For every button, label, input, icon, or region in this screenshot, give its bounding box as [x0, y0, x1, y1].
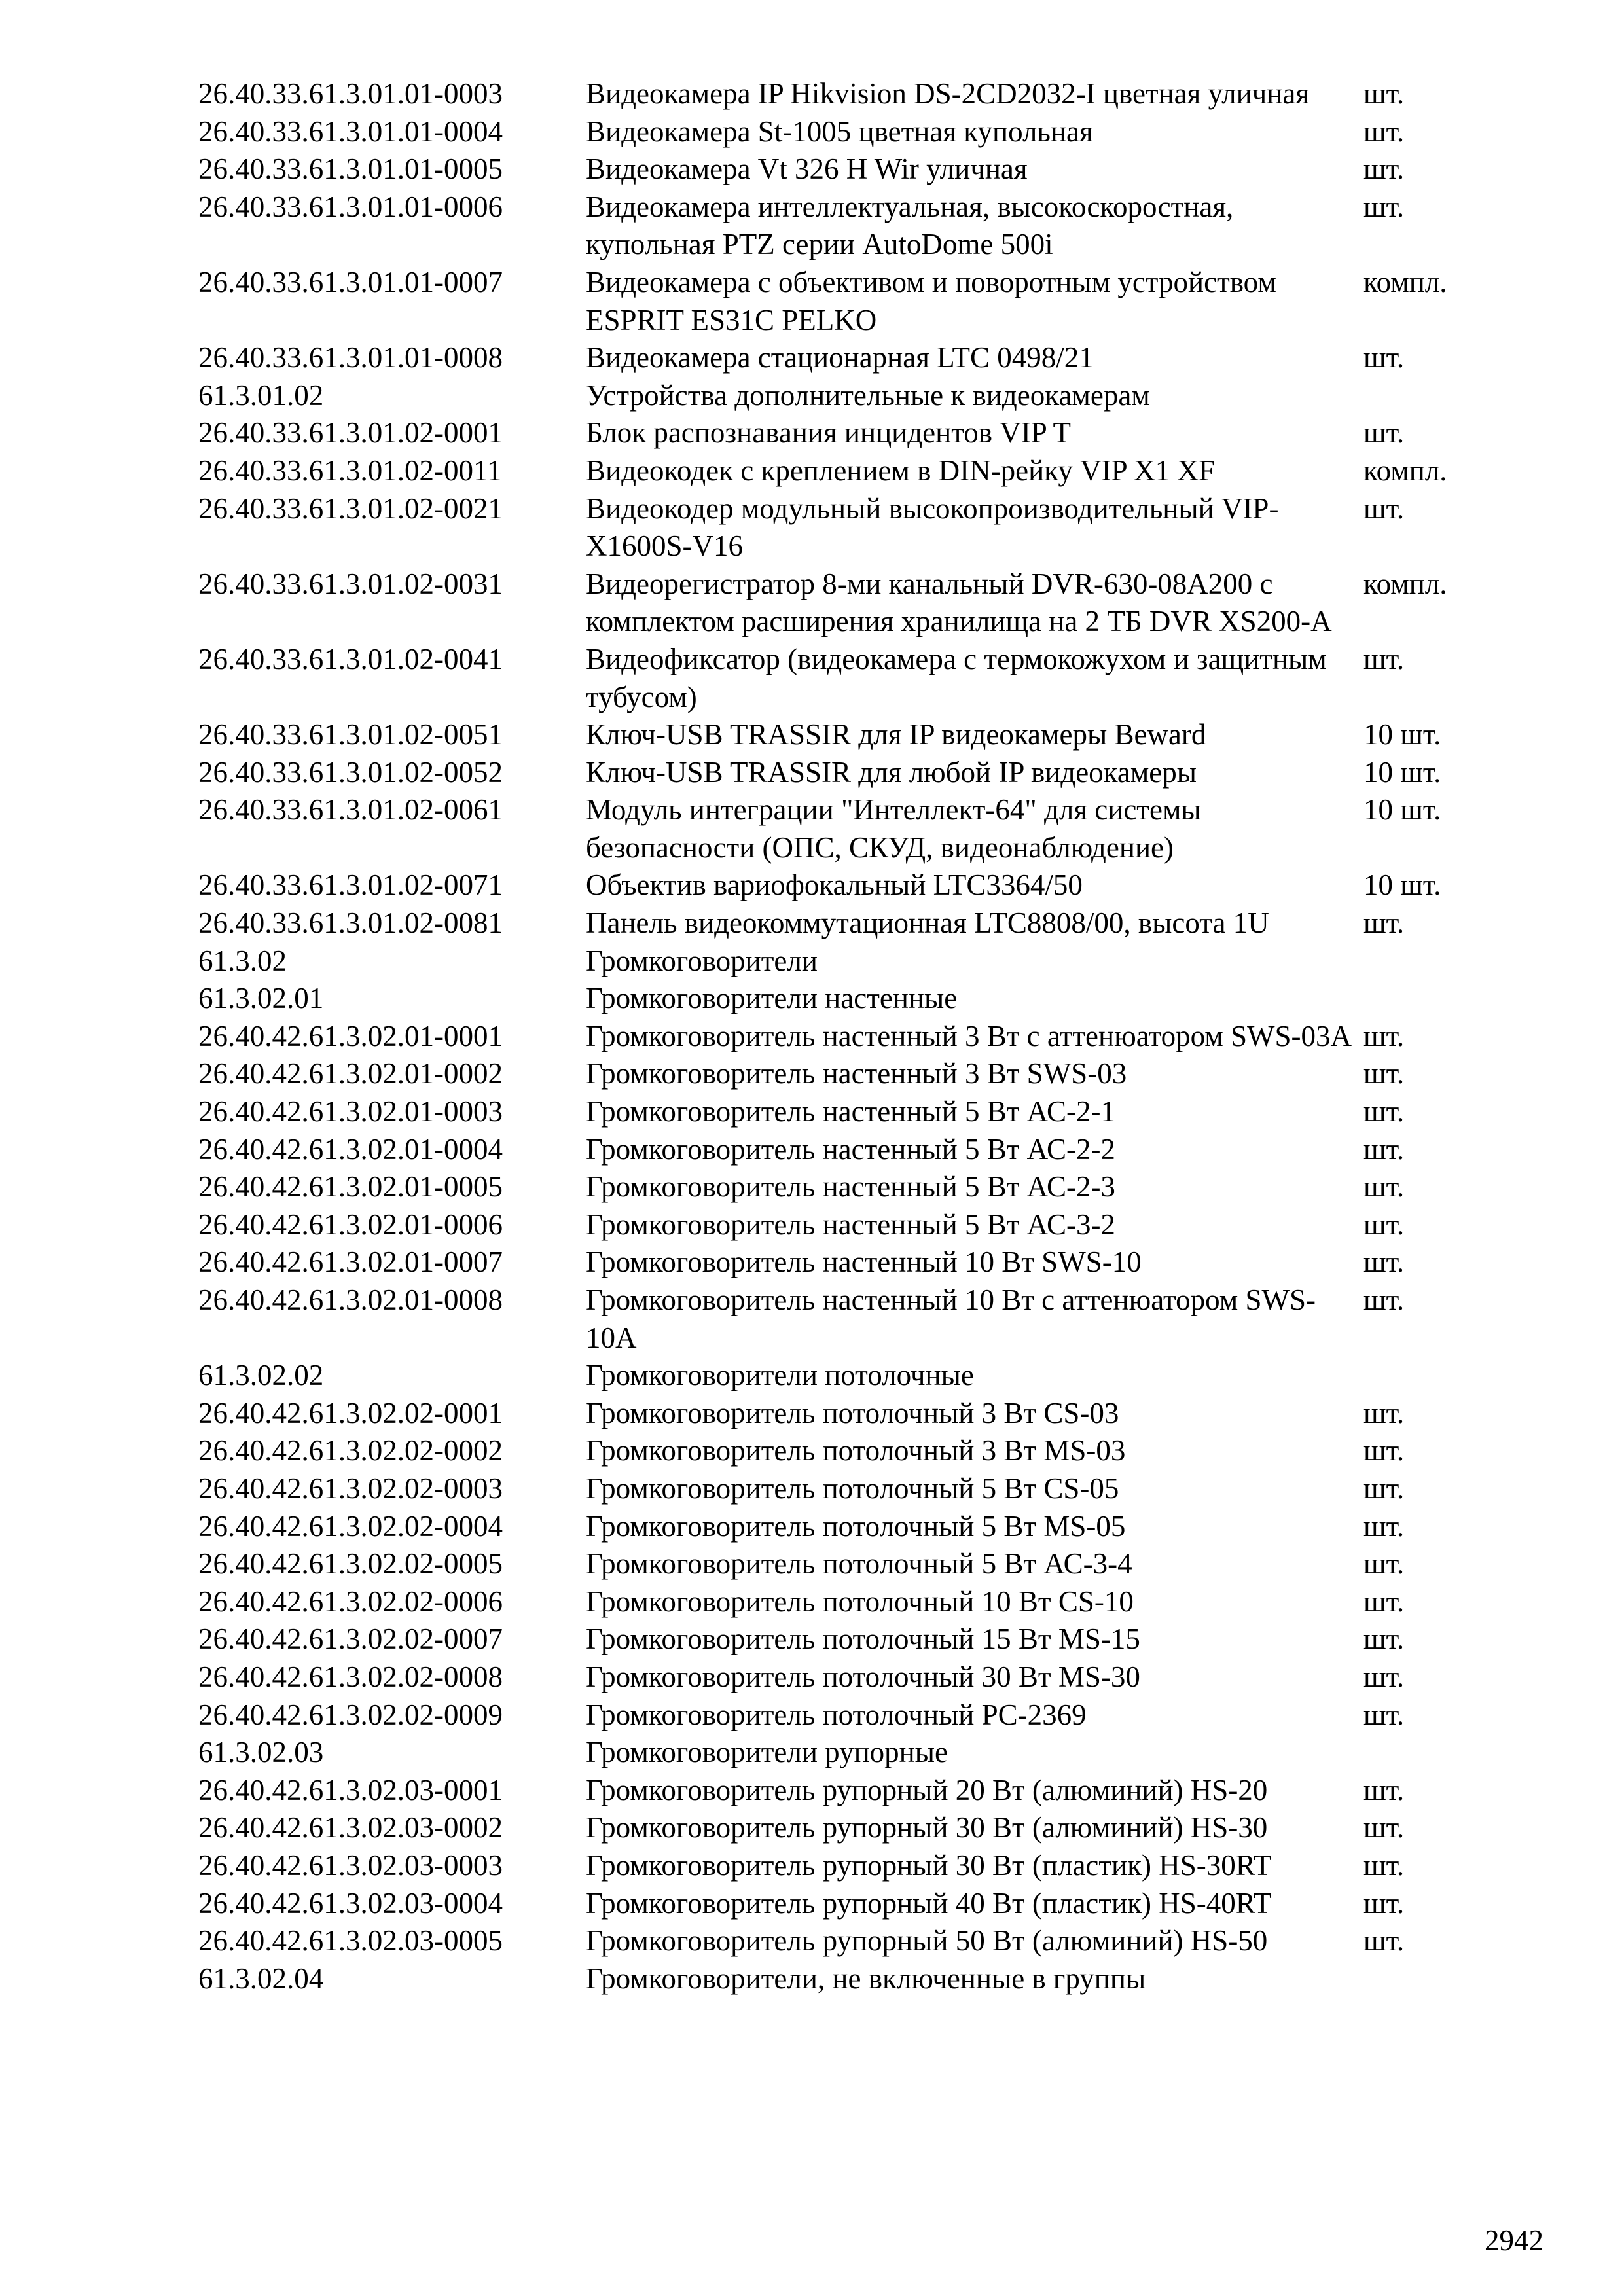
catalog-row: [198, 414, 1507, 452]
catalog-row: [198, 905, 1507, 942]
catalog-row: [198, 1696, 1507, 1734]
row-code: 26.40.42.61.3.02.02-0004: [198, 1509, 503, 1543]
catalog-row: [198, 1583, 1507, 1621]
page-number: 2942: [1485, 2224, 1543, 2257]
row-code: 26.40.33.61.3.01.01-0005: [198, 152, 503, 186]
row-unit: шт.: [1363, 1019, 1405, 1052]
row-code: 26.40.42.61.3.02.02-0009: [198, 1698, 503, 1731]
row-name: Видеокамера IP Hikvision DS-2CD2032-I цветная уличная: [586, 77, 1310, 110]
row-code: 26.40.42.61.3.02.01-0005: [198, 1170, 503, 1204]
row-code: 61.3.02.04: [198, 1962, 324, 1995]
catalog-row: [198, 1206, 1507, 1244]
row-code: 61.3.01.02: [198, 378, 324, 412]
catalog-list: [198, 75, 1507, 1998]
catalog-row: [198, 1131, 1507, 1169]
row-name: Видеокамера интеллектуальная, высокоскоростная, купольная PTZ серии AutoDome 500i: [586, 190, 1234, 261]
row-code: 26.40.42.61.3.02.02-0002: [198, 1434, 503, 1467]
row-name: Громкоговоритель настенный 5 Вт АС-2-1: [586, 1095, 1115, 1128]
row-unit: шт.: [1363, 190, 1405, 223]
row-code: 26.40.33.61.3.01.02-0011: [198, 454, 502, 487]
row-name: Громкоговоритель настенный 10 Вт с аттенюатором SWS-10A: [586, 1283, 1316, 1354]
row-name: Громкоговоритель потолочный 5 Вт MS-05: [586, 1509, 1126, 1543]
row-code: 26.40.33.61.3.01.02-0051: [198, 718, 503, 751]
row-name: Видеокамера St-1005 цветная купольная: [586, 115, 1093, 148]
row-name: Панель видеокоммутационная LTC8808/00, высота 1U: [586, 906, 1269, 940]
catalog-row: [198, 490, 1507, 565]
row-unit: шт.: [1363, 1283, 1405, 1316]
row-code: 26.40.33.61.3.01.02-0031: [198, 567, 503, 600]
row-name: Ключ-USB TRASSIR для любой IP видеокамеры: [586, 755, 1197, 789]
row-unit: шт.: [1363, 115, 1405, 148]
row-unit: шт.: [1363, 1132, 1405, 1166]
row-unit: шт.: [1363, 1848, 1405, 1882]
row-name: Ключ-USB TRASSIR для IP видеокамеры Beward: [586, 718, 1206, 751]
row-unit: шт.: [1363, 1698, 1405, 1731]
row-code: 26.40.42.61.3.02.03-0004: [198, 1886, 503, 1920]
row-code: 26.40.42.61.3.02.02-0001: [198, 1396, 503, 1429]
row-unit: шт.: [1363, 906, 1405, 940]
catalog-row: [198, 641, 1507, 716]
catalog-row: [198, 1018, 1507, 1056]
catalog-row: [198, 1432, 1507, 1470]
row-name: Громкоговоритель рупорный 30 Вт (алюминий) HS-30: [586, 1811, 1268, 1844]
row-name: Громкоговоритель потолочный 30 Вт MS-30: [586, 1660, 1140, 1693]
row-name: Громкоговоритель настенный 3 Вт SWS-03: [586, 1057, 1127, 1090]
row-unit: шт.: [1363, 1811, 1405, 1844]
row-name: Блок распознавания инцидентов VIP T: [586, 416, 1072, 450]
catalog-row: [198, 151, 1507, 188]
row-code: 26.40.42.61.3.02.01-0002: [198, 1057, 503, 1090]
catalog-row: [198, 754, 1507, 792]
row-name: Видеокамера с объективом и поворотным устройством ESPRIT ES31C PELKO: [586, 265, 1276, 336]
row-unit: шт.: [1363, 1471, 1405, 1505]
catalog-row: [198, 1659, 1507, 1696]
row-code: 26.40.42.61.3.02.01-0008: [198, 1283, 503, 1316]
row-name: Видеокамера Vt 326 H Wir уличная: [586, 152, 1028, 186]
row-name: Громкоговоритель настенный 5 Вт АС-3-2: [586, 1208, 1115, 1241]
row-name: Видеокодер модульный высокопроизводительный VIP-X1600S-V16: [586, 492, 1279, 563]
row-code: 26.40.42.61.3.02.03-0002: [198, 1811, 503, 1844]
row-name: Громкоговоритель настенный 5 Вт АС-2-2: [586, 1132, 1115, 1166]
row-name: Громкоговоритель рупорный 30 Вт (пластик) HS-30RT: [586, 1848, 1272, 1882]
row-name: Устройства дополнительные к видеокамерам: [586, 378, 1150, 412]
row-unit: шт.: [1363, 1434, 1405, 1467]
row-name: Громкоговоритель потолочный 5 Вт АС-3-4: [586, 1547, 1132, 1581]
row-name: Громкоговоритель потолочный 15 Вт MS-15: [586, 1623, 1140, 1656]
row-name: Громкоговоритель настенный 3 Вт с аттенюатором SWS-03A: [586, 1019, 1352, 1052]
row-unit: шт.: [1363, 1095, 1405, 1128]
catalog-row: [198, 1244, 1507, 1282]
row-name: Видеокодек с креплением в DIN-рейку VIP X1 XF: [586, 454, 1216, 487]
catalog-row: [198, 75, 1507, 113]
row-unit: 10 шт.: [1363, 755, 1441, 789]
row-code: 26.40.42.61.3.02.02-0006: [198, 1585, 503, 1618]
catalog-row: [198, 791, 1507, 867]
catalog-row: [198, 1470, 1507, 1508]
catalog-row: [198, 1282, 1507, 1357]
row-code: 61.3.02: [198, 944, 287, 977]
row-code: 26.40.33.61.3.01.01-0008: [198, 341, 503, 374]
row-name: Громкоговорители рупорные: [586, 1736, 948, 1769]
catalog-row: [198, 1168, 1507, 1206]
row-code: 61.3.02.03: [198, 1736, 324, 1769]
row-code: 26.40.42.61.3.02.01-0006: [198, 1208, 503, 1241]
row-name: Громкоговоритель рупорный 20 Вт (алюминий) HS-20: [586, 1773, 1268, 1806]
row-unit: шт.: [1363, 416, 1405, 450]
row-name: Видеокамера стационарная LTC 0498/21: [586, 341, 1094, 374]
row-code: 26.40.42.61.3.02.02-0003: [198, 1471, 503, 1505]
catalog-row: [198, 1508, 1507, 1546]
row-unit: шт.: [1363, 492, 1405, 525]
catalog-row: [198, 1093, 1507, 1131]
row-unit: 10 шт.: [1363, 869, 1441, 902]
row-code: 26.40.33.61.3.01.02-0001: [198, 416, 503, 450]
row-code: 26.40.33.61.3.01.02-0071: [198, 869, 503, 902]
catalog-row: [198, 716, 1507, 754]
row-code: 26.40.42.61.3.02.02-0008: [198, 1660, 503, 1693]
row-name: Громкоговоритель рупорный 40 Вт (пластик) HS-40RT: [586, 1886, 1272, 1920]
row-code: 26.40.33.61.3.01.02-0081: [198, 906, 503, 940]
row-unit: шт.: [1363, 1924, 1405, 1958]
row-unit: шт.: [1363, 1208, 1405, 1241]
row-unit: 10 шт.: [1363, 793, 1441, 827]
row-name: Громкоговоритель настенный 5 Вт АС-2-3: [586, 1170, 1115, 1204]
row-code: 26.40.42.61.3.02.02-0007: [198, 1623, 503, 1656]
row-name: Громкоговорители, не включенные в группы: [586, 1962, 1146, 1995]
row-unit: шт.: [1363, 152, 1405, 186]
catalog-row: [198, 942, 1507, 980]
row-name: Громкоговорители настенные: [586, 982, 958, 1015]
row-unit: компл.: [1363, 567, 1447, 600]
row-unit: шт.: [1363, 1509, 1405, 1543]
row-unit: шт.: [1363, 1170, 1405, 1204]
catalog-row: [198, 1885, 1507, 1923]
row-code: 26.40.33.61.3.01.01-0004: [198, 115, 503, 148]
row-unit: компл.: [1363, 454, 1447, 487]
catalog-row: [198, 1734, 1507, 1772]
catalog-row: [198, 1055, 1507, 1093]
catalog-row: [198, 1395, 1507, 1433]
row-name: Видеорегистратор 8-ми канальный DVR-630-08A200 с комплектом расширения хранилища на 2 ТБ DVR XS200-A: [586, 567, 1332, 638]
catalog-row: [198, 452, 1507, 490]
catalog-row: [198, 565, 1507, 641]
row-code: 26.40.33.61.3.01.02-0061: [198, 793, 503, 827]
catalog-row: [198, 1922, 1507, 1960]
row-unit: шт.: [1363, 1623, 1405, 1656]
catalog-row: [198, 264, 1507, 339]
row-name: Громкоговоритель потолочный PC-2369: [586, 1698, 1087, 1731]
row-unit: шт.: [1363, 77, 1405, 110]
row-code: 26.40.42.61.3.02.01-0004: [198, 1132, 503, 1166]
catalog-row: [198, 377, 1507, 415]
row-unit: шт.: [1363, 1773, 1405, 1806]
row-code: 61.3.02.01: [198, 982, 324, 1015]
catalog-row: [198, 867, 1507, 905]
row-code: 26.40.42.61.3.02.01-0003: [198, 1095, 503, 1128]
row-name: Громкоговорители: [586, 944, 818, 977]
row-code: 26.40.42.61.3.02.01-0007: [198, 1246, 503, 1279]
row-name: Громкоговоритель настенный 10 Вт SWS-10: [586, 1246, 1142, 1279]
row-code: 26.40.42.61.3.02.02-0005: [198, 1547, 503, 1581]
row-unit: шт.: [1363, 1547, 1405, 1581]
row-unit: шт.: [1363, 1585, 1405, 1618]
row-unit: шт.: [1363, 341, 1405, 374]
row-code: 26.40.33.61.3.01.02-0021: [198, 492, 503, 525]
row-name: Громкоговоритель потолочный 3 Вт MS-03: [586, 1434, 1126, 1467]
row-name: Громкоговоритель потолочный 10 Вт CS-10: [586, 1585, 1134, 1618]
row-unit: компл.: [1363, 265, 1447, 298]
row-name: Громкоговоритель потолочный 3 Вт CS-03: [586, 1396, 1119, 1429]
row-code: 26.40.33.61.3.01.01-0007: [198, 265, 503, 298]
row-name: Модуль интеграции "Интеллект-64" для системы безопасности (ОПС, СКУД, видеонаблюдение): [586, 793, 1201, 864]
row-code: 26.40.42.61.3.02.03-0003: [198, 1848, 503, 1882]
catalog-row: [198, 339, 1507, 377]
catalog-row: [198, 188, 1507, 264]
row-unit: шт.: [1363, 1660, 1405, 1693]
row-code: 61.3.02.02: [198, 1359, 324, 1392]
row-code: 26.40.42.61.3.02.01-0001: [198, 1019, 503, 1052]
row-code: 26.40.33.61.3.01.01-0003: [198, 77, 503, 110]
row-code: 26.40.33.61.3.01.01-0006: [198, 190, 503, 223]
catalog-row: [198, 1772, 1507, 1810]
row-unit: шт.: [1363, 642, 1405, 675]
catalog-row: [198, 1847, 1507, 1885]
row-code: 26.40.42.61.3.02.03-0005: [198, 1924, 503, 1958]
catalog-row: [198, 1621, 1507, 1659]
row-unit: шт.: [1363, 1246, 1405, 1279]
catalog-row: [198, 113, 1507, 151]
row-name: Видеофиксатор (видеокамера с термокожухом и защитным тубусом): [586, 642, 1327, 713]
row-unit: шт.: [1363, 1886, 1405, 1920]
row-name: Громкоговоритель потолочный 5 Вт CS-05: [586, 1471, 1119, 1505]
row-code: 26.40.33.61.3.01.02-0052: [198, 755, 503, 789]
row-code: 26.40.33.61.3.01.02-0041: [198, 642, 503, 675]
row-name: Объектив вариофокальный LTC3364/50: [586, 869, 1083, 902]
row-unit: шт.: [1363, 1057, 1405, 1090]
catalog-row: [198, 1357, 1507, 1395]
catalog-row: [198, 1545, 1507, 1583]
row-unit: 10 шт.: [1363, 718, 1441, 751]
row-code: 26.40.42.61.3.02.03-0001: [198, 1773, 503, 1806]
row-unit: шт.: [1363, 1396, 1405, 1429]
catalog-row: [198, 1960, 1507, 1998]
catalog-row: [198, 1809, 1507, 1847]
row-name: Громкоговорители потолочные: [586, 1359, 974, 1392]
row-name: Громкоговоритель рупорный 50 Вт (алюминий) HS-50: [586, 1924, 1268, 1958]
catalog-row: [198, 980, 1507, 1018]
